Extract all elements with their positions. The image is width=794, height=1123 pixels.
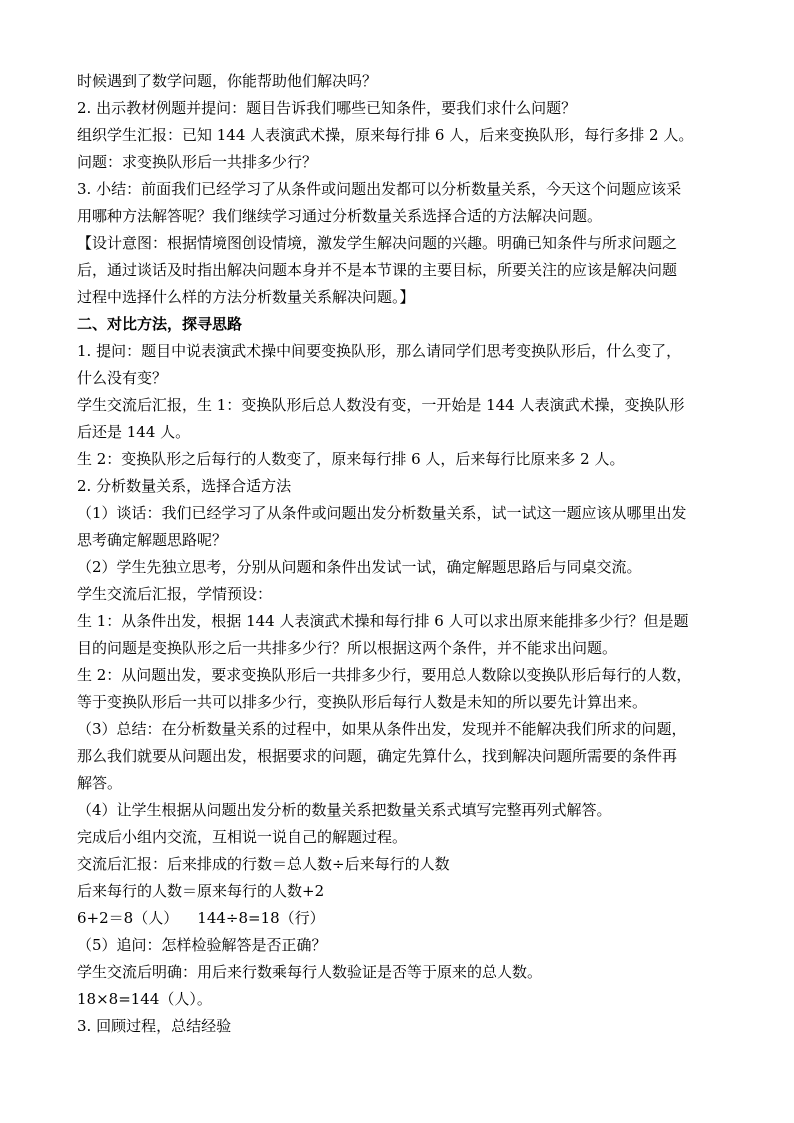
text-line: 学生交流后汇报，生 1：变换队形后总人数没有变，一开始是 144 人表演武术操，变换队形 — [77, 396, 685, 414]
text-line: 等于变换队形后一共可以排多少行，变换队形后每行人数是未知的所以要先计算出来。 — [77, 693, 648, 711]
text-line: 3. 小结：前面我们已经学习了从条件或问题出发都可以分析数量关系，今天这个问题应该采 — [77, 180, 682, 198]
text-line: 6+2＝8（人） 144÷8=18（行） — [77, 909, 325, 927]
text-line: 18×8=144（人）。 — [77, 990, 212, 1008]
text-line: 【设计意图：根据情境图创设情境，激发学生解决问题的兴趣。明确已知条件与所求问题之 — [77, 234, 678, 252]
text-line: 学生交流后明确：用后来行数乘每行人数验证是否等于原来的总人数。 — [77, 963, 543, 981]
text-line: （5）追问：怎样检验解答是否正确？ — [77, 936, 327, 954]
text-line: 完成后小组内交流，互相说一说自己的解题过程。 — [77, 828, 408, 846]
text-line: （3）总结：在分析数量关系的过程中，如果从条件出发，发现并不能解决我们所求的问题， — [77, 720, 687, 738]
text-line: 1. 提问：题目中说表演武术操中间要变换队形，那么请同学们思考变换队形后，什么变了， — [77, 342, 682, 360]
document-page — [77, 68, 722, 1040]
text-line: 解答。 — [77, 774, 123, 792]
text-line: 生 2：从问题出发，要求变换队形后一共排多少行，要用总人数除以变换队形后每行的人数， — [77, 666, 692, 684]
text-line: 交流后汇报：后来排成的行数＝总人数÷后来每行的人数 — [77, 855, 450, 873]
text-line: （1）谈话：我们已经学习了从条件或问题出发分析数量关系，试一试这一题应该从哪里出发 — [77, 504, 687, 522]
text-line: 时候遇到了数学问题，你能帮助他们解决吗？ — [77, 72, 378, 90]
text-line: 生 1：从条件出发，根据 144 人表演武术操和每行排 6 人可以求出原来能排多少行？但是题 — [77, 612, 689, 630]
text-line: 学生交流后汇报，学情预设： — [77, 585, 273, 603]
text-line: 3. 回顾过程，总结经验 — [77, 1017, 232, 1035]
text-line: 用哪种方法解答呢？我们继续学习通过分析数量关系选择合适的方法解决问题。 — [77, 207, 603, 225]
text-line: 思考确定解题思路呢？ — [77, 531, 228, 549]
text-line: 2. 出示教材例题并提问：题目告诉我们哪些已知条件，要我们求什么问题？ — [77, 99, 577, 117]
text-line: 后还是 144 人。 — [77, 423, 191, 441]
section-heading: 二、对比方法，探寻思路 — [77, 315, 243, 333]
text-line: 目的问题是变换队形之后一共排多少行？所以根据这两个条件，并不能求出问题。 — [77, 639, 618, 657]
text-line: 那么我们就要从问题出发，根据要求的问题，确定先算什么，找到解决问题所需要的条件再 — [77, 747, 678, 765]
text-line: 问题：求变换队形后一共排多少行？ — [77, 153, 318, 171]
text-line: （2）学生先独立思考，分别从问题和条件出发试一试，确定解题思路后与同桌交流。 — [77, 558, 642, 576]
text-line: 组织学生汇报：已知 144 人表演武术操，原来每行排 6 人，后来变换队形，每行多排 2 人。 — [77, 126, 694, 144]
text-line: 生 2：变换队形之后每行的人数变了，原来每行排 6 人，后来每行比原来多 2 人。 — [77, 450, 625, 468]
text-line: 后来每行的人数＝原来每行的人数+2 — [77, 882, 325, 900]
text-line: 后，通过谈话及时指出解决问题本身并不是本节课的主要目标，所要关注的应该是解决问题 — [77, 261, 678, 279]
text-line: （4）让学生根据从问题出发分析的数量关系把数量关系式填写完整再列式解答。 — [77, 801, 612, 819]
text-line: 2. 分析数量关系，选择合适方法 — [77, 477, 292, 495]
text-line: 过程中选择什么样的方法分析数量关系解决问题。】 — [77, 288, 415, 306]
text-line: 什么没有变？ — [77, 369, 168, 387]
